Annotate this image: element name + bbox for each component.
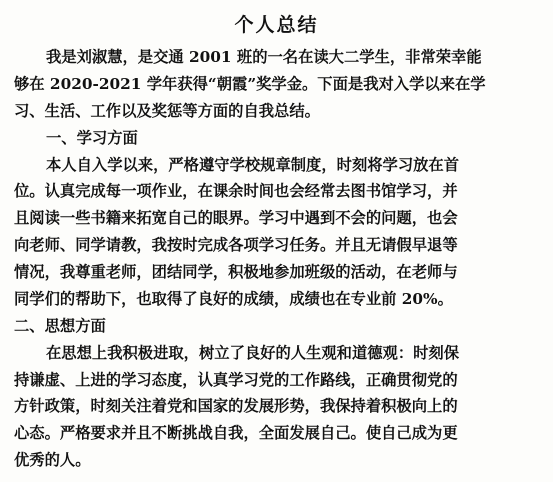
paragraph-line: 同学们的帮助下，也取得了良好的成绩，成绩也在专业前 20%。 [14,289,453,308]
paragraph-line: 向老师、同学请教，我按时完成各项学习任务。并且无请假早退等 [14,236,458,255]
paragraph-line: 持谦虚、上进的学习态度，认真学习党的工作路线，正确贯彻党的 [14,370,458,389]
document-title: 个人总结 [234,14,319,36]
section-heading-study: 一、学习方面 [46,128,138,147]
paragraph-line: 优秀的人。 [14,451,91,470]
paragraph-line: 情况，我尊重老师，团结同学，积极地参加班级的活动，在老师与 [14,263,458,281]
paragraph-line: 习、生活、工作以及奖惩等方面的自我总结。 [14,101,320,120]
paragraph-line: 且阅读一些书籍来拓宽自己的眼界。学习中遇到不会的问题，也会 [14,209,458,228]
paragraph-line: 心态。严格要求并且不断挑战自我，全面发展自己。使自己成为更 [14,424,458,443]
paragraph-line: 在思想上我积极进取，树立了良好的人生观和道德观：时刻保 [46,343,460,362]
paragraph-line: 够在 2020-2021 学年获得“朝霞”奖学金。下面是我对入学以来在学 [14,74,486,93]
paragraph-line: 方针政策，时刻关注着党和国家的发展形势，我保持着积极向上的 [14,397,458,416]
paragraph-line: 我是刘淑慧，是交通 2001 班的一名在读大二学生，非常荣幸能 [46,48,482,66]
paragraph-line: 本人自入学以来，严格遵守学校规章制度，时刻将学习放在首 [46,155,460,174]
section-heading-thought: 二、思想方面 [14,316,106,335]
paragraph-line: 位。认真完成每一项作业，在课余时间也会经常去图书馆学习，并 [14,182,458,201]
